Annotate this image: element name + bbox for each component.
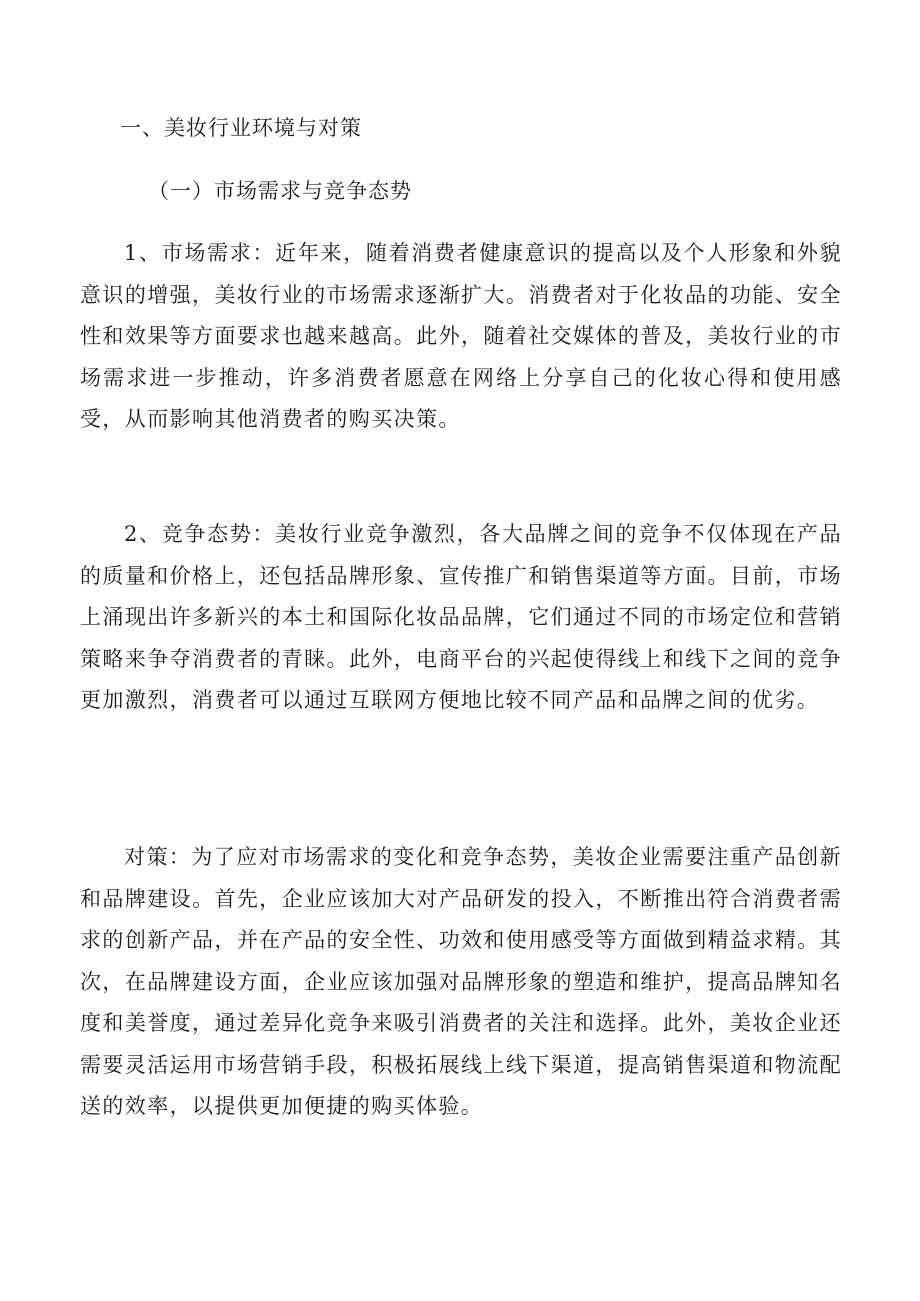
paragraph-market-demand: 1、市场需求：近年来，随着消费者健康意识的提高以及个人形象和外貌意识的增强，美妆行业的市场需求逐渐扩大。消费者对于化妆品的功能、安全性和效果等方面要求也越来越高。此外，随着社交媒体的普及，美妆行业的市场需求进一步推动，许多消费者愿意在网络上分享自己的化妆心得和使用感受，从而影响其他消费者的购买决策。 bbox=[80, 241, 842, 431]
subsection-heading: （一）市场需求与竞争态势 bbox=[148, 179, 412, 203]
paragraph-countermeasures: 对策：为了应对市场需求的变化和竞争态势，美妆企业需要注重产品创新和品牌建设。首先，企业应该加大对产品研发的投入，不断推出符合消费者需求的创新产品，并在产品的安全性、功效和使用感受等方面做到精益求精。其次，在品牌建设方面，企业应该加强对品牌形象的塑造和维护，提高品牌知名度和美誉度，通过差异化竞争来吸引消费者的关注和选择。此外，美妆企业还需要灵活运用市场营销手段，积极拓展线上线下渠道，提高销售渠道和物流配送的效率，以提供更加便捷的购买体验。 bbox=[80, 845, 842, 1118]
section-heading: 一、美妆行业环境与对策 bbox=[120, 116, 362, 140]
paragraph-competition: 2、竞争态势：美妆行业竞争激烈，各大品牌之间的竞争不仅体现在产品的质量和价格上，还包括品牌形象、宣传推广和销售渠道等方面。目前，市场上涌现出许多新兴的本土和国际化妆品品牌，它们通过不同的市场定位和营销策略来争夺消费者的青睐。此外，电商平台的兴起使得线上和线下之间的竞争更加激烈，消费者可以通过互联网方便地比较不同产品和品牌之间的优劣。 bbox=[80, 522, 842, 712]
